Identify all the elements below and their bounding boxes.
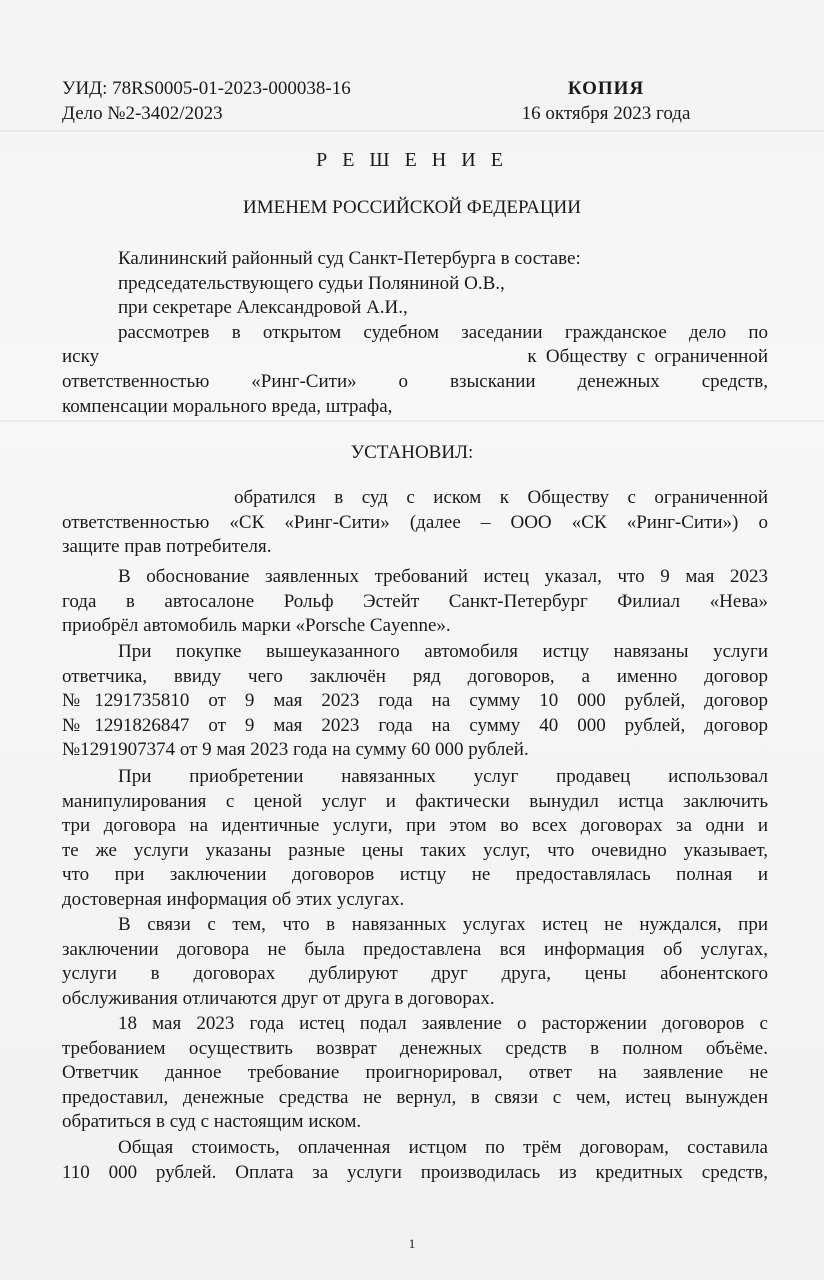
paragraph [62,565,768,639]
page-number: 1 [408,1236,416,1251]
paragraph-line: обслуживания отличаются друг от друга в договорах. [62,987,495,1009]
paragraph-line: обратился в суд с иском к Обществу с ограниченной [234,487,768,508]
paragraph-line: 18 мая 2023 года истец подал заявление о расторжении договоров с [118,1013,768,1034]
paragraph-line: №1291907374 от 9 мая 2023 года на сумму 60 000 рублей. [62,739,529,761]
scan-artifact [0,420,824,422]
paragraph-line: №1291735810 от 9 мая 2023 года на сумму 10 000 рублей, договор [62,690,768,712]
paragraph-line: ответчика, ввиду чего заключён ряд договоров, а именно договор [62,665,768,687]
paragraph-line: Ответчик данное требование проигнорировал, ответ на заявление не [62,1062,768,1084]
decision-date: 16 октября 2023 года [521,103,691,124]
intro-line: ответственностью «Ринг-Сити» о взыскании денежных средств, [62,370,768,392]
court-composition [62,247,768,419]
paragraph [62,913,768,1011]
section-heading-established: УСТАНОВИЛ: [350,442,474,463]
document-subtitle: ИМЕНЕМ РОССИЙСКОЙ ФЕДЕРАЦИИ [242,197,581,218]
copy-label: КОПИЯ [567,78,645,99]
paragraph-line: манипулирования с ценой услуг и фактически вынудил истца заключить [62,790,768,812]
paragraph-line: те же услуги указаны разные цены таких услуг, что очевидно указывает, [62,839,768,861]
paragraph-line: что при заключении договоров истцу не предоставлялась полная и [62,864,768,886]
paragraph-line: заключении договора не была предоставлена вся информация об услугах, [62,938,768,960]
paragraph-line: три договора на идентичные услуги, при этом во всех договорах за одни и [62,815,768,837]
case-uid: УИД: 78RS0005-01-2023-000038-16 [62,78,351,99]
intro-line: рассмотрев в открытом судебном заседании гражданское дело по [118,321,768,343]
case-number: Дело №2-3402/2023 [62,103,223,124]
intro-line: при секретаре Александровой А.И., [118,297,408,319]
intro-line: председательствующего судьи Поляниной О.В., [118,272,505,294]
paragraph [62,640,768,763]
paragraph [62,486,768,560]
case-header [62,76,351,126]
paragraph-line: предоставил, денежные средства не вернул, в связи с чем, истец вынужден [62,1086,768,1108]
scan-artifact [0,130,824,132]
copy-header [506,76,706,126]
document-title: Р Е Ш Е Н И Е [316,149,508,171]
intro-line: компенсации морального вреда, штрафа, [62,395,393,417]
paragraph-line: ответственностью «СК «Ринг-Сити» (далее – ООО «СК «Ринг-Сити») о [62,511,768,533]
paragraph-line: При приобретении навязанных услуг продавец использовал [118,766,768,787]
paragraph [62,1012,768,1135]
paragraph-line: В обоснование заявленных требований истец указал, что 9 мая 2023 [118,566,768,587]
paragraph-line: При покупке вышеуказанного автомобиля истцу навязаны услуги [118,641,768,662]
paragraph-line: достоверная информация об этих услугах. [62,888,405,910]
paragraph-line: №1291826847 от 9 мая 2023 года на сумму 40 000 рублей, договор [62,714,768,736]
paragraph [62,765,768,913]
paragraph-line: защите прав потребителя. [62,536,272,558]
paragraph-line: В связи с тем, что в навязанных услугах истец не нуждался, при [118,914,768,935]
paragraph-line: Общая стоимость, оплаченная истцом по трём договорам, составила [118,1137,768,1158]
paragraph-line: обратиться в суд с настоящим иском. [62,1111,362,1133]
intro-line: иску к Обществу с ограниченной [62,346,768,368]
intro-line: Калининский районный суд Санкт-Петербурга в составе: [118,248,581,269]
paragraph [62,1136,768,1185]
paragraph-line: приобрёл автомобиль марки «Porsche Cayenne». [62,615,451,637]
paragraph-line: требованием осуществить возврат денежных средств в полном объёме. [62,1037,768,1059]
paragraph-line: года в автосалоне Рольф Эстейт Санкт-Петербург Филиал «Нева» [62,590,768,612]
paragraph-line: услуги в договорах дублируют друг друга, цены абонентского [62,963,768,985]
paragraph-line: 110 000 рублей. Оплата за услуги производилась из кредитных средств, [62,1161,768,1183]
